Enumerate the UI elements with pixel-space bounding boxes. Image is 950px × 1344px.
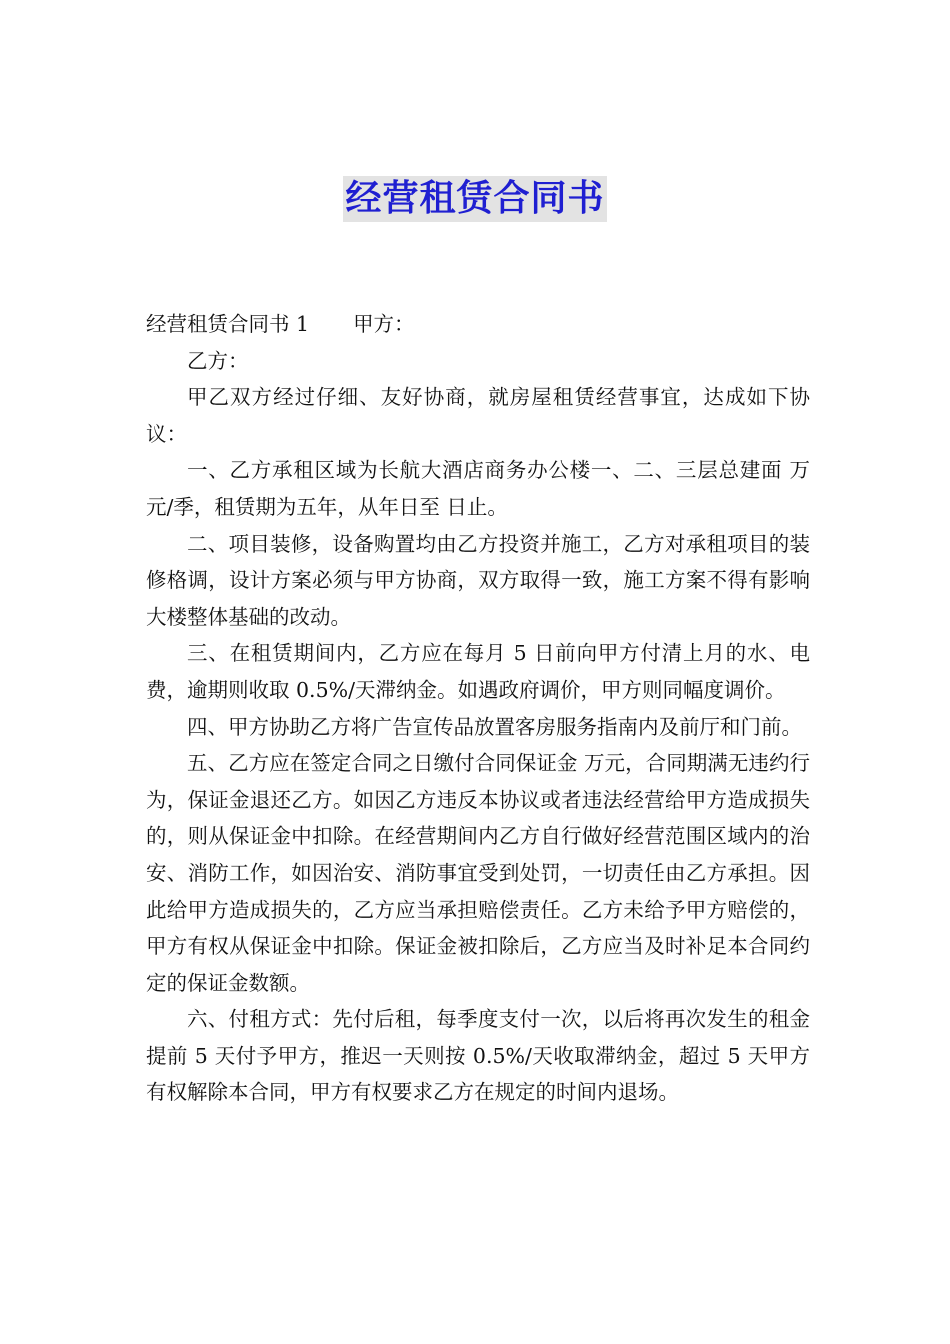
contract-label: 经营租赁合同书 1 [146, 312, 310, 336]
paragraph-party-b: 乙方： [187, 348, 249, 373]
title-container [0, 176, 950, 222]
paragraph-clause-3: 三、在租赁期间内，乙方应在每月 5 日前向甲方付清上月的水、电费，逾期则收取 0.5%/天滞纳金。如遇政府调价，甲方则同幅度调价。 [146, 641, 810, 702]
heading-line [146, 306, 810, 343]
paragraph-clause-1: 一、乙方承租区域为长航大酒店商务办公楼一、二、三层总建面 万元/季，租赁期为五年，从年日至 日止。 [146, 458, 810, 519]
document-body [146, 306, 810, 1111]
party-a-label: 甲方： [353, 312, 415, 336]
paragraph-intro: 甲乙双方经过仔细、友好协商，就房屋租赁经营事宜，达成如下协议： [146, 385, 810, 446]
paragraph-clause-4: 四、甲方协助乙方将广告宣传品放置客房服务指南内及前厅和门前。 [187, 714, 802, 739]
paragraph-clause-6: 六、付租方式：先付后租，每季度支付一次，以后将再次发生的租金提前 5 天付予甲方，推迟一天则按 0.5%/天收取滞纳金，超过 5 天甲方有权解除本合同，甲方有权要求乙方在规定的时间内退场。 [146, 1007, 810, 1105]
paragraph-clause-2: 二、项目装修，设备购置均由乙方投资并施工，乙方对承租项目的装修格调，设计方案必须与甲方协商，双方取得一致，施工方案不得有影响大楼整体基础的改动。 [146, 531, 810, 629]
document-title: 经营租赁合同书 [343, 176, 606, 222]
paragraph-clause-5: 五、乙方应在签定合同之日缴付合同保证金 万元，合同期满无违约行为，保证金退还乙方。如因乙方违反本协议或者违法经营给甲方造成损失的，则从保证金中扣除。在经营期间内乙方自行做好经营范围区域内的治安、消防工作，如因治安、消防事宜受到处罚，一切责任由乙方承担。因此给甲方造成损失的，乙方应当承担赔偿责任。乙方未给予甲方赔偿的，甲方有权从保证金中扣除。保证金被扣除后，乙方应当及时补足本合同约定的保证金数额。 [146, 751, 810, 995]
